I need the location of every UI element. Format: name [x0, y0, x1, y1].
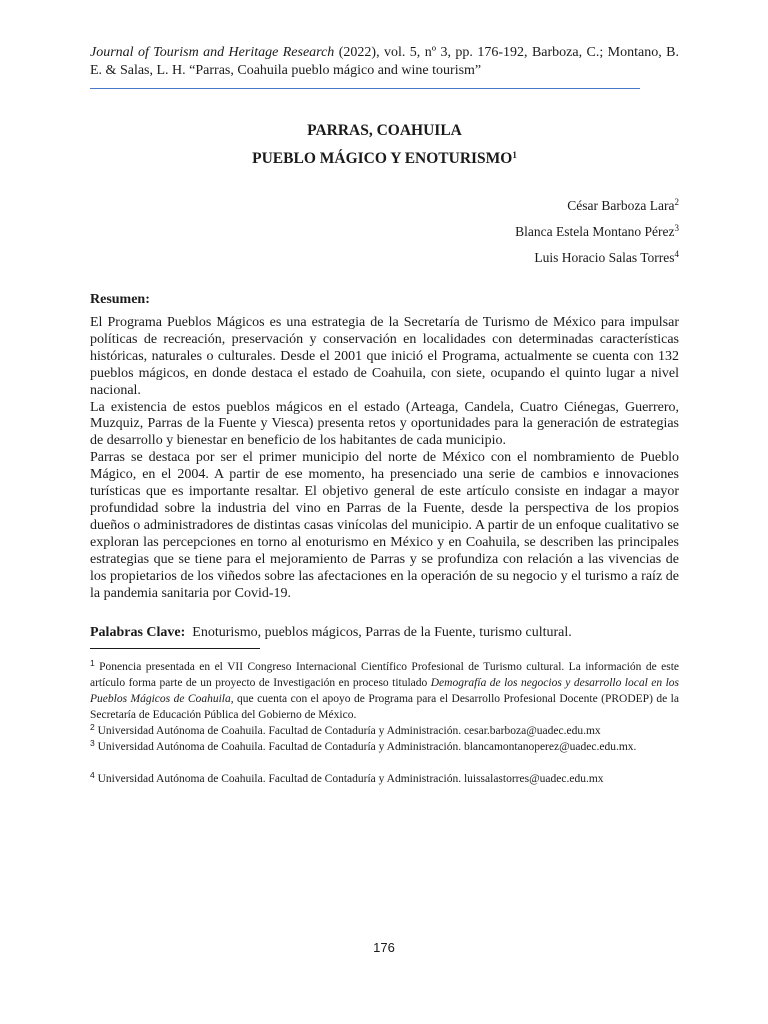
footnote-divider	[90, 648, 260, 649]
abstract-paragraph: Parras se destaca por ser el primer municipio del norte de México con el nombramiento de Pueblo Mágico, en el 2004. A partir de ese momento, ha presenciado una serie de cambios e innovaciones turísticas que es importante resaltar. El objetivo general de este artículo consiste en indagar a mayor profundidad sobre la industria del vino en Parras de la Fuente, desde la perspectiva de los propios dueños o administradores de distintas casas vinícolas del municipio. A partir de un enfoque cualitativo se exploran las percepciones en torno al enoturismo en México y en Coahuila, se describen las principales estrategias que se tiene para el mejoramiento de Parras y se profundiza con relación a las vivencias de los propietarios de los viñedos sobre las afectaciones en la operación de su negocio y el turismo a raíz de la pandemia sanitaria por Covid-19.	[90, 450, 679, 601]
title-line-2-text: PUEBLO MÁGICO Y ENOTURISMO	[252, 150, 513, 167]
footnotes	[90, 659, 679, 787]
abstract-body	[90, 315, 679, 602]
running-header	[90, 44, 679, 80]
author-name: Blanca Estela Montano Pérez	[515, 224, 675, 239]
abstract-paragraph: El Programa Pueblos Mágicos es una estrategia de la Secretaría de Turismo de México para impulsar políticas de recreación, preservación y conservación en localidades con determinadas características históricas, naturales o culturales. Desde el 2001 que inició el Programa, actualmente se cuenta con 132 pueblos mágicos, en donde destaca el estado de Coahuila, con siete, ocupando el quinto lugar a nivel nacional.	[90, 315, 679, 398]
footnote-number: 1	[90, 658, 95, 669]
keywords	[90, 624, 679, 642]
footnote-2	[90, 723, 679, 739]
article-title	[90, 117, 679, 173]
keywords-text: Enoturismo, pueblos mágicos, Parras de la Fuente, turismo cultural.	[192, 625, 572, 641]
author-footnote-mark: 3	[674, 223, 679, 233]
footnote-text: Ponencia presentada en el VII Congreso Internacional Científico Profesional de Turismo cultural. La información de este artículo forma parte de un proyecto de Investigación en proceso titulado	[90, 661, 679, 690]
journal-name: Journal of Tourism and Heritage Research	[90, 45, 335, 60]
abstract-heading: Resumen:	[90, 292, 150, 307]
footnote-number: 3	[90, 738, 95, 749]
footnote-4	[90, 771, 679, 787]
author-list	[90, 193, 679, 271]
citation-text: (2022), vol. 5, nº 3, pp. 176-192, Barboza, C.; Montano, B. E. & Salas, L. H. “Parras, Coahuila pueblo mágico and wine tourism”	[90, 45, 679, 78]
footnote-text: Universidad Autónoma de Coahuila. Facultad de Contaduría y Administración. cesar.barboza@uadec.edu.mx	[94, 725, 601, 738]
footnote-text: que cuenta con el apoyo de Programa para el Desarrollo Profesional Docente (PRODEP) de la Secretaría de Educación Pública del Gobierno de México.	[90, 693, 679, 722]
author-footnote-mark: 4	[674, 249, 679, 259]
author-name: César Barboza Lara	[567, 198, 675, 213]
title-footnote-mark: 1	[512, 150, 517, 160]
abstract-paragraph: La existencia de estos pueblos mágicos en el estado (Arteaga, Candela, Cuatro Ciénegas, Guerrero, Muzquiz, Parras de la Fuente y Viesca) presenta retos y oportunidades para la generación de estrategias de desarrollo y bienestar en beneficio de los habitantes de cada municipio.	[90, 399, 679, 449]
footnote-3	[90, 739, 679, 755]
author-item	[90, 245, 679, 271]
keywords-label: Palabras Clave:	[90, 625, 186, 641]
header-divider	[90, 88, 640, 89]
author-item	[90, 219, 679, 245]
title-line-2	[90, 145, 679, 173]
page-content	[90, 44, 679, 787]
author-footnote-mark: 2	[674, 197, 679, 207]
footnote-text: Universidad Autónoma de Coahuila. Facultad de Contaduría y Administración. luissalastorres@uadec.edu.mx	[94, 773, 604, 786]
title-line-1: PARRAS, COAHUILA	[307, 122, 462, 139]
footnote-number: 4	[90, 770, 95, 781]
footnote-project-title: Demografía de los negocios y desarrollo local en los Pueblos Mágicos de Coahuila,	[90, 677, 679, 706]
page-number: 176	[373, 940, 395, 955]
footnote-1	[90, 659, 679, 723]
footnote-text: Universidad Autónoma de Coahuila. Facultad de Contaduría y Administración. blancamontanoperez@uadec.edu.mx.	[94, 741, 637, 754]
footnote-number: 2	[90, 722, 95, 733]
author-name: Luis Horacio Salas Torres	[534, 250, 675, 265]
author-item	[90, 193, 679, 219]
